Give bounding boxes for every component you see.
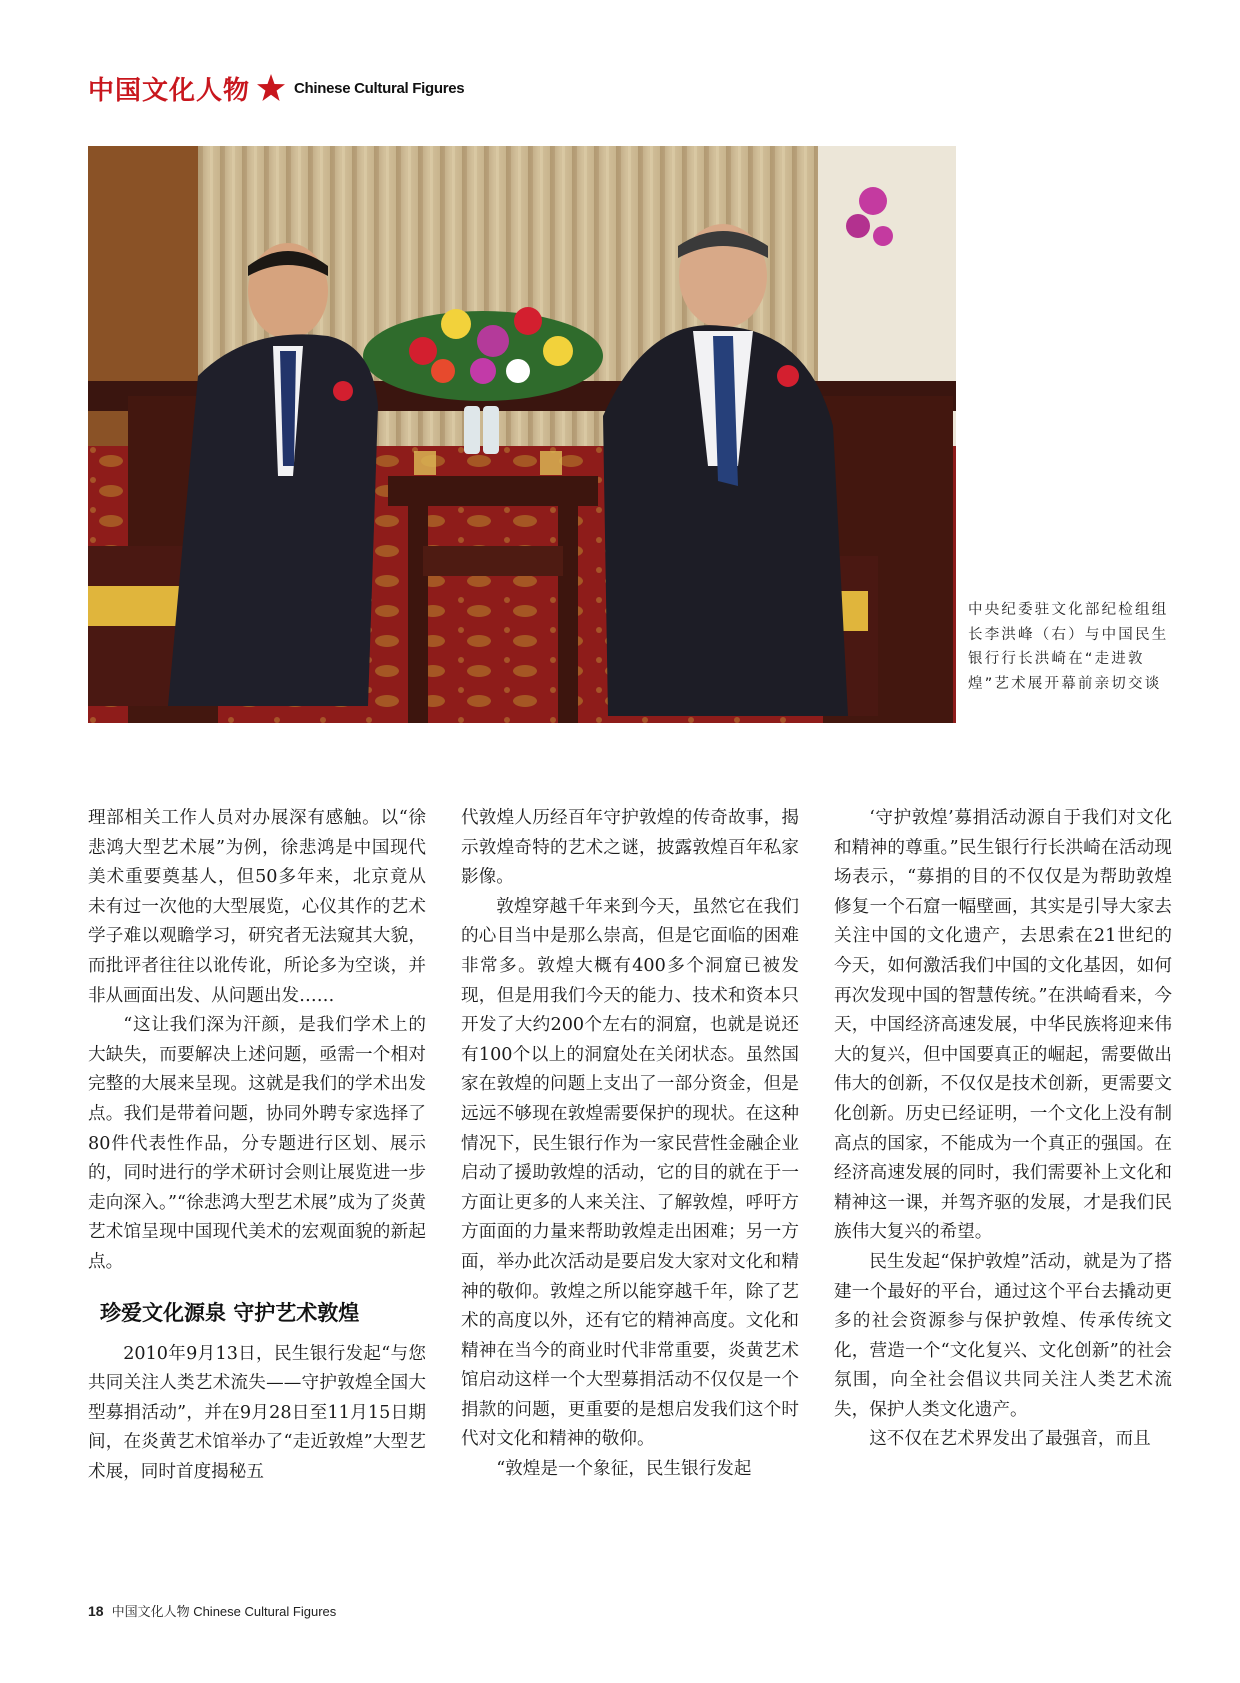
article-column-3 <box>834 804 1172 1455</box>
paragraph: 这不仅在艺术界发出了最强音，而且 <box>869 1429 1151 1450</box>
paragraph: 民生发起“保护敦煌”活动，就是为了搭建一个最好的平台，通过这个平台去撬动更多的社会资源参与保护敦煌、传承传统文化，营造一个“文化复兴、文化创新”的社会氛围，向全社会倡议共同关注人类艺术流失，保护人类文化遗产。 <box>834 1251 1172 1420</box>
publication-name: 中国文化人物 Chinese Cultural Figures <box>111 1604 337 1619</box>
magazine-header <box>88 68 464 108</box>
paragraph: 代敦煌人历经百年守护敦煌的传奇故事，揭示敦煌奇特的艺术之谜，披露敦煌百年私家影像。 <box>461 808 799 888</box>
photo-caption: 中央纪委驻文化部纪检组组长李洪峰（右）与中国民生银行行长洪崎在“走进敦煌”艺术展开幕前亲切交谈 <box>968 602 1169 692</box>
star-icon <box>256 73 286 103</box>
meeting-photo <box>88 146 956 723</box>
page-footer <box>88 1601 336 1620</box>
paragraph: 2010年9月13日，民生银行发起“与您共同关注人类艺术流失——守护敦煌全国大型募捐活动”，并在9月28日至11月15日期间，在炎黄艺术馆举办了“走近敦煌”大型艺术展，同时首度揭秘五 <box>88 1343 426 1482</box>
paragraph: 敦煌穿越千年来到今天，虽然它在我们的心目当中是那么崇高，但是它面临的困难非常多。敦煌大概有400多个洞窟已被发现，但是用我们今天的能力、技术和资本只开发了大约200个左右的洞窟，也就是说还有100个以上的洞窟处在关闭状态。虽然国家在敦煌的问题上支出了一部分资金，但是远远不够现在敦煌需要保护的现状。在这种情况下，民生银行作为一家民营性金融企业启动了援助敦煌的活动，它的目的就在于一方面让更多的人来关注、了解敦煌，呼吁方方面面的力量来帮助敦煌走出困难；另一方面，举办此次活动是要启发大家对文化和精神的敬仰。敦煌之所以能穿越千年，除了艺术的高度以外，还有它的精神高度。文化和精神在当今的商业时代非常重要，炎黄艺术馆启动这样一个大型募捐活动不仅仅是一个捐款的问题，更重要的是想启发我们这个时代对文化和精神的敬仰。 <box>461 896 799 1450</box>
article-column-1 <box>88 804 426 1487</box>
paragraph: “这让我们深为汗颜，是我们学术上的大缺失，而要解决上述问题，亟需一个相对完整的大展来呈现。这就是我们的学术出发点。我们是带着问题，协同外聘专家选择了80件代表性作品，分专题进行区划、展示的，同时进行的学术研讨会则让展览进一步走向深入。”“徐悲鸿大型艺术展”成为了炎黄艺术馆呈现中国现代美术的宏观面貌的新起点。 <box>88 1015 426 1272</box>
paragraph: “敦煌是一个象征，民生银行发起 <box>496 1459 752 1480</box>
paragraph: 理部相关工作人员对办展深有感触。以“徐悲鸿大型艺术展”为例，徐悲鸿是中国现代美术重要奠基人，但50多年来，北京竟从未有过一次他的大型展览，心仪其作的艺术学子难以观瞻学习，研究者无法窥其大貌，而批评者往往以讹传讹，所论多为空谈，并非从画面出发、从问题出发…… <box>88 808 426 1006</box>
brand-title-en: Chinese Cultural Figures <box>294 79 465 97</box>
section-heading: 珍爱文化源泉 守护艺术敦煌 <box>100 1300 360 1325</box>
article-column-2 <box>461 804 799 1485</box>
paragraph: ‘守护敦煌’募捐活动源自于我们对文化和精神的尊重。”民生银行行长洪崎在活动现场表示，“募捐的目的不仅仅是为帮助敦煌修复一个石窟一幅壁画，其实是引导大家去关注中国的文化遗产，去思索在21世纪的今天，如何激活我们中国的文化基因，如何再次发现中国的智慧传统。”在洪崎看来，今天，中国经济高速发展，中华民族将迎来伟大的复兴，但中国要真正的崛起，需要做出伟大的创新，不仅仅是技术创新，更需要文化创新。历史已经证明，一个文化上没有制高点的国家，不能成为一个真正的强国。在经济高速发展的同时，我们需要补上文化和精神这一课，并驾齐驱的发展，才是我们民族伟大复兴的希望。 <box>834 808 1172 1243</box>
brand-title-cn: 中国文化人物 <box>88 75 251 106</box>
page-number: 18 <box>88 1603 104 1619</box>
